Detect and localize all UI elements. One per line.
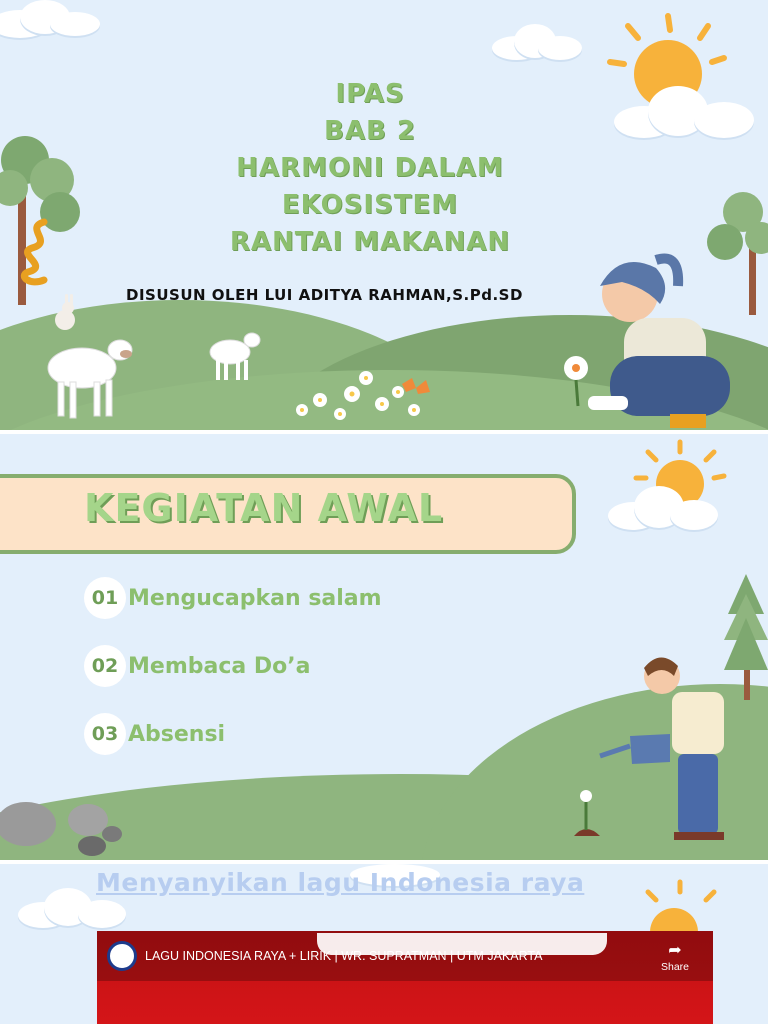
title-line: RANTAI MAKANAN — [229, 227, 511, 257]
sun-icon — [630, 878, 730, 938]
agenda-item — [84, 576, 382, 620]
girl-gardening-icon — [560, 246, 736, 430]
goat-icon — [44, 332, 136, 422]
video-title[interactable]: LAGU INDONESIA RAYA + LIRIK | WR. SUPRATMAN | UTM JAKARTA — [145, 949, 543, 963]
cloud-icon — [0, 0, 100, 40]
share-label: Share — [660, 961, 690, 973]
boy-watering-icon — [570, 646, 740, 846]
rabbit-icon — [52, 292, 78, 332]
title-line: EKOSISTEM — [281, 190, 459, 220]
cloud-icon — [614, 86, 754, 142]
slide-cover — [0, 0, 768, 430]
author-credit: DISUSUN OLEH LUI ADITYA RAHMAN,S.Pd.SD — [126, 286, 523, 304]
item-text: Mengucapkan salam — [128, 585, 382, 611]
cloud-icon — [608, 486, 718, 532]
channel-logo[interactable] — [107, 941, 137, 971]
title-line: BAB 2 — [324, 116, 416, 146]
section-heading: KEGIATAN AWAL — [84, 486, 444, 530]
agenda-item — [84, 712, 225, 756]
cover-title — [120, 76, 620, 261]
item-text: Membaca Do’a — [128, 653, 311, 679]
title-line: IPAS — [335, 79, 405, 109]
song-heading-link[interactable]: Menyanyikan lagu Indonesia raya — [96, 868, 585, 897]
rocks-icon — [0, 794, 130, 860]
item-text: Absensi — [128, 721, 226, 747]
item-number: 03 — [84, 713, 126, 755]
share-button[interactable] — [657, 941, 693, 973]
snake-icon — [14, 218, 62, 288]
title-line: HARMONI DALAM — [236, 153, 504, 183]
cloud-icon — [492, 22, 582, 62]
flowers-icon — [290, 370, 440, 430]
share-icon: ➦ — [668, 942, 682, 959]
slide-kegiatan-awal — [0, 434, 768, 860]
item-number: 02 — [84, 645, 126, 687]
video-embed[interactable] — [97, 931, 713, 1024]
item-number: 01 — [84, 577, 126, 619]
slide-song — [0, 864, 768, 1024]
goat-icon — [206, 330, 264, 382]
agenda-item — [84, 644, 310, 688]
